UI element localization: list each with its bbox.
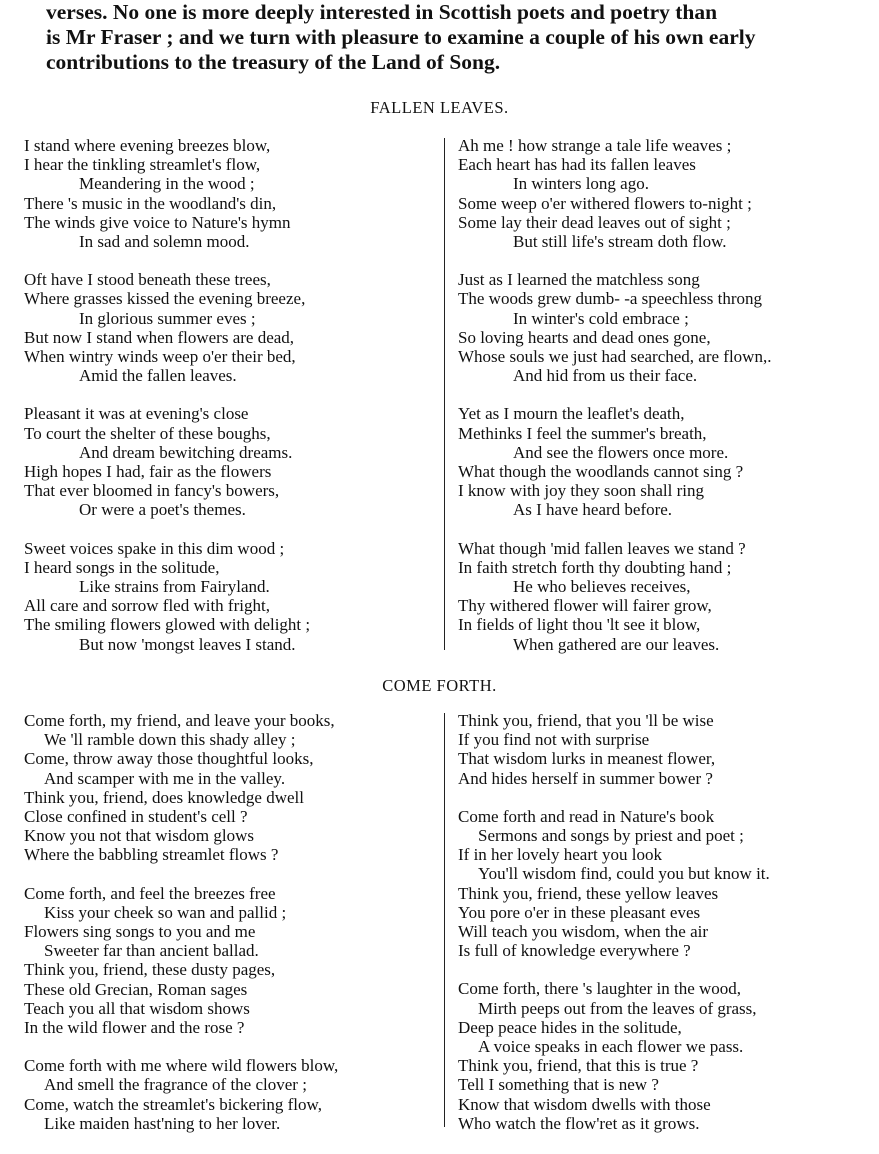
poem-line: Think you, friend, these dusty pages, [24, 960, 276, 980]
poem-line: In the wild flower and the rose ? [24, 1018, 245, 1038]
poem-line: There 's music in the woodland's din, [24, 193, 277, 213]
poem2-right-column [458, 711, 770, 1152]
poem-line: High hopes I had, fair as the flowers [24, 462, 272, 482]
poem-line: Think you, friend, does knowledge dwell [24, 787, 304, 807]
poem-line: Ah me ! how strange a tale life weaves ; [458, 136, 732, 155]
poem-line: Tell I something that is new ? [458, 1075, 659, 1095]
poem-line: Each heart has had its fallen leaves [458, 155, 696, 175]
poem-line: We 'll ramble down this shady alley ; [44, 730, 296, 750]
poem-line: Deep peace hides in the solitude, [458, 1017, 682, 1037]
poem-line: In sad and solemn mood. [79, 232, 250, 252]
stanza [24, 270, 310, 385]
poem-title-fallen-leaves: FALLEN LEAVES. [370, 98, 509, 117]
column-divider [444, 713, 445, 1127]
poem-line: Yet as I mourn the leaflet's death, [458, 404, 685, 424]
poem-line: When wintry winds weep o'er their bed, [24, 347, 296, 367]
poem-line: Some weep o'er withered flowers to-night ; [458, 193, 752, 213]
poem-line: Amid the fallen leaves. [79, 366, 237, 386]
poem-line: Come forth, and feel the breezes free [24, 883, 276, 903]
poem-line: In fields of light thou 'lt see it blow, [458, 615, 701, 635]
poem-line: If you find not with surprise [458, 730, 650, 750]
poem-line: You'll wisdom find, could you but know it. [478, 864, 770, 884]
poem-line: Oft have I stood beneath these trees, [24, 270, 271, 290]
poem-line: Or were a poet's themes. [79, 500, 246, 520]
stanza [24, 404, 310, 519]
poem-line: Thy withered flower will fairer grow, [458, 596, 712, 616]
stanza [458, 711, 770, 788]
poem-line: Come, watch the streamlet's bickering flow, [24, 1094, 322, 1114]
poem-line: He who believes receives, [513, 577, 691, 597]
poem-line: So loving hearts and dead ones gone, [458, 327, 711, 347]
stanza [458, 539, 771, 654]
stanza [24, 711, 338, 865]
poem-line: Like strains from Fairyland. [79, 577, 270, 597]
poem-line: Is full of knowledge everywhere ? [458, 941, 691, 961]
poem-line: The woods grew dumb- -a speechless throng [458, 289, 763, 309]
poem-line: And smell the fragrance of the clover ; [44, 1075, 307, 1095]
poem1-left-column [24, 136, 310, 673]
poem-line: In faith stretch forth thy doubting hand ; [458, 557, 732, 577]
poem-title-come-forth: COME FORTH. [382, 676, 497, 695]
poem-line: Will teach you wisdom, when the air [458, 922, 709, 942]
poem-line: To court the shelter of these boughs, [24, 423, 271, 443]
poem-line: I stand where evening breezes blow, [24, 136, 271, 155]
stanza [24, 1056, 338, 1133]
poem-line: If in her lovely heart you look [458, 845, 662, 865]
stanza [458, 979, 770, 1133]
poem-line: Come forth and read in Nature's book [458, 806, 715, 826]
poem-line: Teach you all that wisdom shows [24, 998, 250, 1018]
poem-line: Flowers sing songs to you and me [24, 922, 256, 942]
poem-line: Where grasses kissed the evening breeze, [24, 289, 306, 309]
poem-line: Methinks I feel the summer's breath, [458, 423, 707, 443]
poem-line: The winds give voice to Nature's hymn [24, 212, 291, 232]
poem-line: But now I stand when flowers are dead, [24, 327, 295, 347]
poem-line: Where the babbling streamlet flows ? [24, 845, 279, 865]
poem-line: And scamper with me in the valley. [44, 768, 286, 788]
poem-line: What though the woodlands cannot sing ? [458, 462, 744, 482]
poem-line: Sweeter far than ancient ballad. [44, 941, 259, 961]
poem-line: Think you, friend, that this is true ? [458, 1056, 699, 1076]
intro-paragraph [46, 0, 856, 75]
poem-line: I know with joy they soon shall ring [458, 481, 705, 501]
poem-line: In winters long ago. [513, 174, 649, 194]
poem-line: That ever bloomed in fancy's bowers, [24, 481, 280, 501]
stanza [458, 807, 770, 961]
stanza [24, 884, 338, 1038]
poem-line: Whose souls we just had searched, are flown,. [458, 347, 772, 367]
poem-line: But still life's stream doth flow. [513, 232, 727, 252]
poem-line: That wisdom lurks in meanest flower, [458, 749, 716, 769]
intro-line: verses. No one is more deeply interested in Scottish poets and poetry than [46, 0, 718, 24]
poem-line: And see the flowers once more. [513, 442, 729, 462]
poem-line: When gathered are our leaves. [513, 634, 720, 654]
poem1-right-column [458, 136, 771, 673]
poem-line: And hid from us their face. [513, 366, 698, 386]
stanza [24, 539, 310, 654]
poem-line: Come, throw away those thoughtful looks, [24, 749, 314, 769]
stanza [458, 270, 771, 385]
poem-line: Who watch the flow'ret as it grows. [458, 1113, 700, 1133]
stanza [458, 404, 771, 519]
poem-line: Come forth, my friend, and leave your books, [24, 711, 335, 730]
poem-line: What though 'mid fallen leaves we stand ? [458, 538, 746, 558]
poem-line: But now 'mongst leaves I stand. [79, 634, 296, 654]
poem-line: Close confined in student's cell ? [24, 807, 248, 827]
poem-line: Mirth peeps out from the leaves of grass, [478, 998, 757, 1018]
poem-line: Know you not that wisdom glows [24, 826, 254, 846]
poem-line: Know that wisdom dwells with those [458, 1094, 711, 1114]
poem-line: Pleasant it was at evening's close [24, 404, 249, 424]
poem-line: Meandering in the wood ; [79, 174, 255, 194]
poem-line: And hides herself in summer bower ? [458, 768, 713, 788]
poem-line: All care and sorrow fled with fright, [24, 596, 270, 616]
poem-line: Think you, friend, that you 'll be wise [458, 711, 714, 730]
intro-line: is Mr Fraser ; and we turn with pleasure to examine a couple of his own early [46, 25, 756, 49]
poem-line: In glorious summer eves ; [79, 308, 256, 328]
poem-line: I heard songs in the solitude, [24, 557, 220, 577]
poem-line: Sermons and songs by priest and poet ; [478, 826, 744, 846]
poem-line: Think you, friend, these yellow leaves [458, 883, 719, 903]
poem2-left-column [24, 711, 338, 1152]
column-divider [444, 138, 445, 650]
poem-line: Come forth, there 's laughter in the wood, [458, 979, 742, 999]
stanza [24, 136, 310, 251]
poem-line: Some lay their dead leaves out of sight ; [458, 212, 731, 232]
poem-line: Like maiden hast'ning to her lover. [44, 1113, 281, 1133]
poem-line: The smiling flowers glowed with delight ; [24, 615, 311, 635]
poem-line: And dream bewitching dreams. [79, 442, 293, 462]
poem-line: Kiss your cheek so wan and pallid ; [44, 902, 287, 922]
poem-line: A voice speaks in each flower we pass. [478, 1037, 744, 1057]
poem-line: Sweet voices spake in this dim wood ; [24, 538, 285, 558]
intro-line: contributions to the treasury of the Land of Song. [46, 50, 501, 74]
poem-line: Come forth with me where wild flowers blow, [24, 1056, 339, 1076]
poem-line: I hear the tinkling streamlet's flow, [24, 155, 261, 175]
poem-line: In winter's cold embrace ; [513, 308, 689, 328]
poem-line: You pore o'er in these pleasant eves [458, 902, 701, 922]
poem-line: These old Grecian, Roman sages [24, 979, 248, 999]
poem-line: As I have heard before. [513, 500, 673, 520]
poem-line: Just as I learned the matchless song [458, 270, 700, 290]
stanza [458, 136, 771, 251]
